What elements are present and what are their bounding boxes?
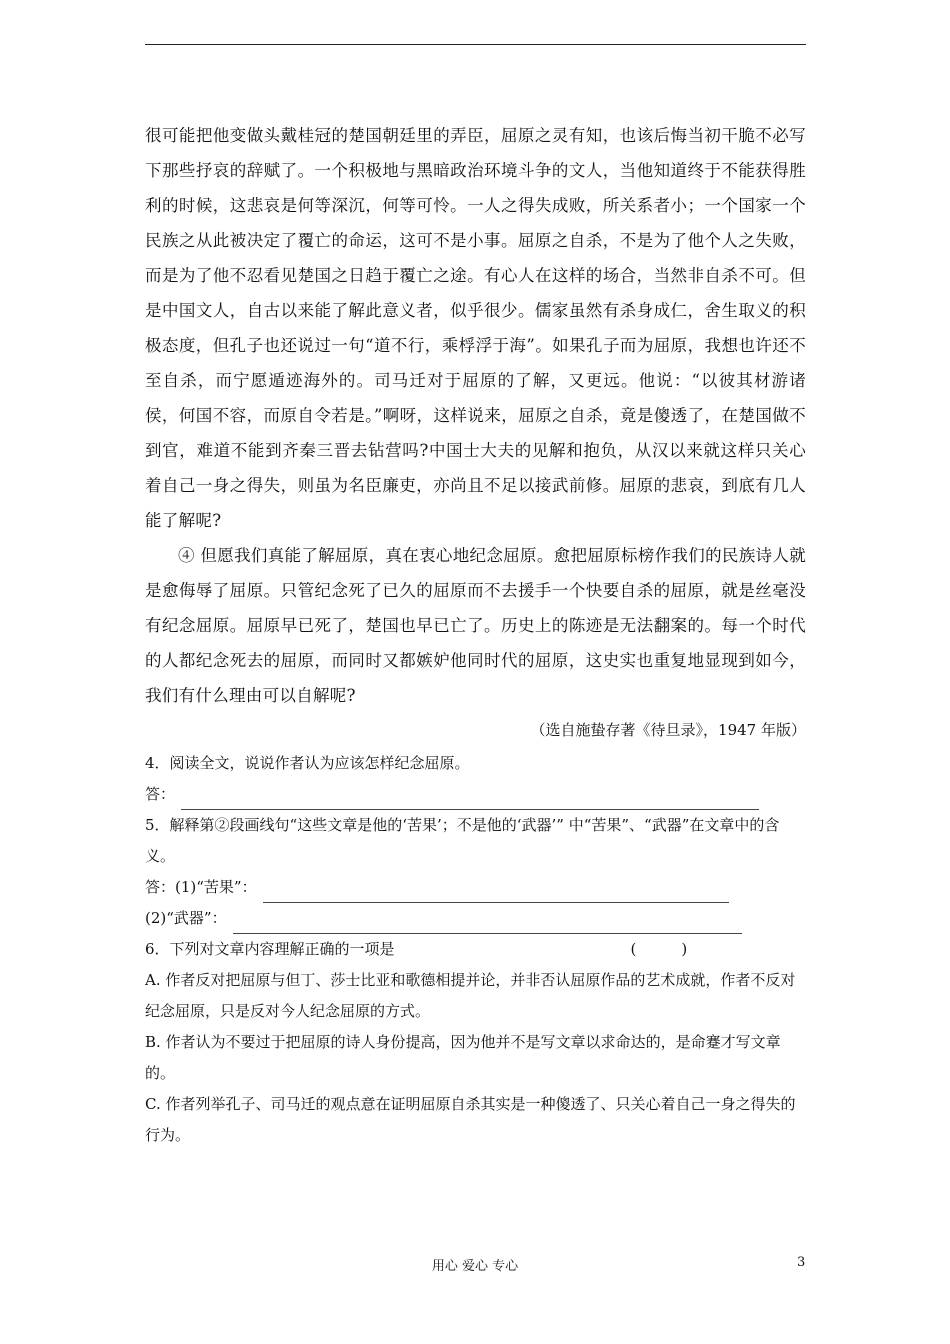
answer-label: 答：(1)“苦果”： xyxy=(145,878,257,896)
questions-section xyxy=(145,748,806,1151)
answer-label: (2)“武器”： xyxy=(145,909,227,927)
answer-label: 答： xyxy=(145,785,176,803)
essay-paragraph-3-continued: 很可能把他变做头戴桂冠的楚国朝廷里的弄臣，屈原之灵有知，也该后悔当初干脆不必写下那些抒哀的辞赋了。一个积极地与黑暗政治环境斗争的文人，当他知道终于不能获得胜利的时候，这悲哀是何等深沉，何等可怜。一人之得失成败，所关系者小；一个国家一个民族之从此被决定了覆亡的命运，这可不是小事。屈原之自杀，不是为了他个人之失败，而是为了他不忍看见楚国之日趋于覆亡之途。有心人在这样的场合，当然非自杀不可。但是中国文人，自古以来能了解此意义者，似乎很少。儒家虽然有杀身成仁，舍生取义的积极态度，但孔子也还说过一句“道不行，乘桴浮于海”。如果孔子而为屈原，我想也许还不至自杀，而宁愿遁迹海外的。司马迁对于屈原的了解，又更远。他说：“以彼其材游诸侯，何国不容，而原自令若是。”啊呀，这样说来，屈原之自杀，竟是傻透了，在楚国做不到官，难道不能到齐秦三晋去钻营吗?中国士大夫的见解和抱负，从汉以来就这样只关心着自己一身之得失，则虽为名臣廉吏，亦尚且不足以接武前修。屈原的悲哀，到底有几人能了解呢? xyxy=(145,126,806,530)
option-c: C. 作者列举孔子、司马迁的观点意在证明屈原自杀其实是一种傻透了、只关心着自己一身之得失的行为。 xyxy=(145,1095,796,1144)
answer-blank-line[interactable] xyxy=(233,911,742,934)
answer-parentheses[interactable]: ( ) xyxy=(630,940,688,958)
question-6-text: 6．下列对文章内容理解正确的一项是 xyxy=(145,940,395,958)
header-rule xyxy=(145,44,806,45)
option-a: A. 作者反对把屈原与但丁、莎士比亚和歌德相提并论，并非否认屈原作品的艺术成就，作者不反对纪念屈原，只是反对今人纪念屈原的方式。 xyxy=(145,971,796,1020)
question-6 xyxy=(145,934,806,965)
option-b: B. 作者认为不要过于把屈原的诗人身份提高，因为他并不是写文章以求命达的，是命蹇才写文章的。 xyxy=(145,1033,781,1082)
footer-motto: 用心 爱心 专心 xyxy=(431,1259,519,1274)
essay-text xyxy=(145,118,806,748)
question-5-answer-1 xyxy=(145,872,806,903)
essay-paragraph-4: ④ 但愿我们真能了解屈原，真在衷心地纪念屈原。愈把屈原标榜作我们的民族诗人就是愈侮辱了屈原。只管纪念死了已久的屈原而不去援手一个快要自杀的屈原，就是丝毫没有纪念屈原。屈原早已死了，楚国也早已亡了。历史上的陈迹是无法翻案的。每一个时代的人都纪念死去的屈原，而同时又都嫉妒他同时代的屈原，这史实也重复地显现到如今，我们有什么理由可以自解呢? xyxy=(145,546,806,705)
answer-blank-line[interactable] xyxy=(181,787,759,810)
source-citation: （选自施蛰存著《待旦录》，1947 年版） xyxy=(530,721,806,739)
answer-blank-line[interactable] xyxy=(263,880,729,903)
question-5-answer-2 xyxy=(145,903,806,934)
question-4-answer xyxy=(145,779,806,810)
question-5: 5．解释第②段画线句“这些文章是他的‘苦果’；不是他的‘武器’” 中“苦果”、“武器”在文章中的含义。 xyxy=(145,816,780,865)
page-body xyxy=(145,118,806,1151)
page-number: 3 xyxy=(797,1255,806,1270)
question-4: 4．阅读全文，说说作者认为应该怎样纪念屈原。 xyxy=(145,754,470,772)
